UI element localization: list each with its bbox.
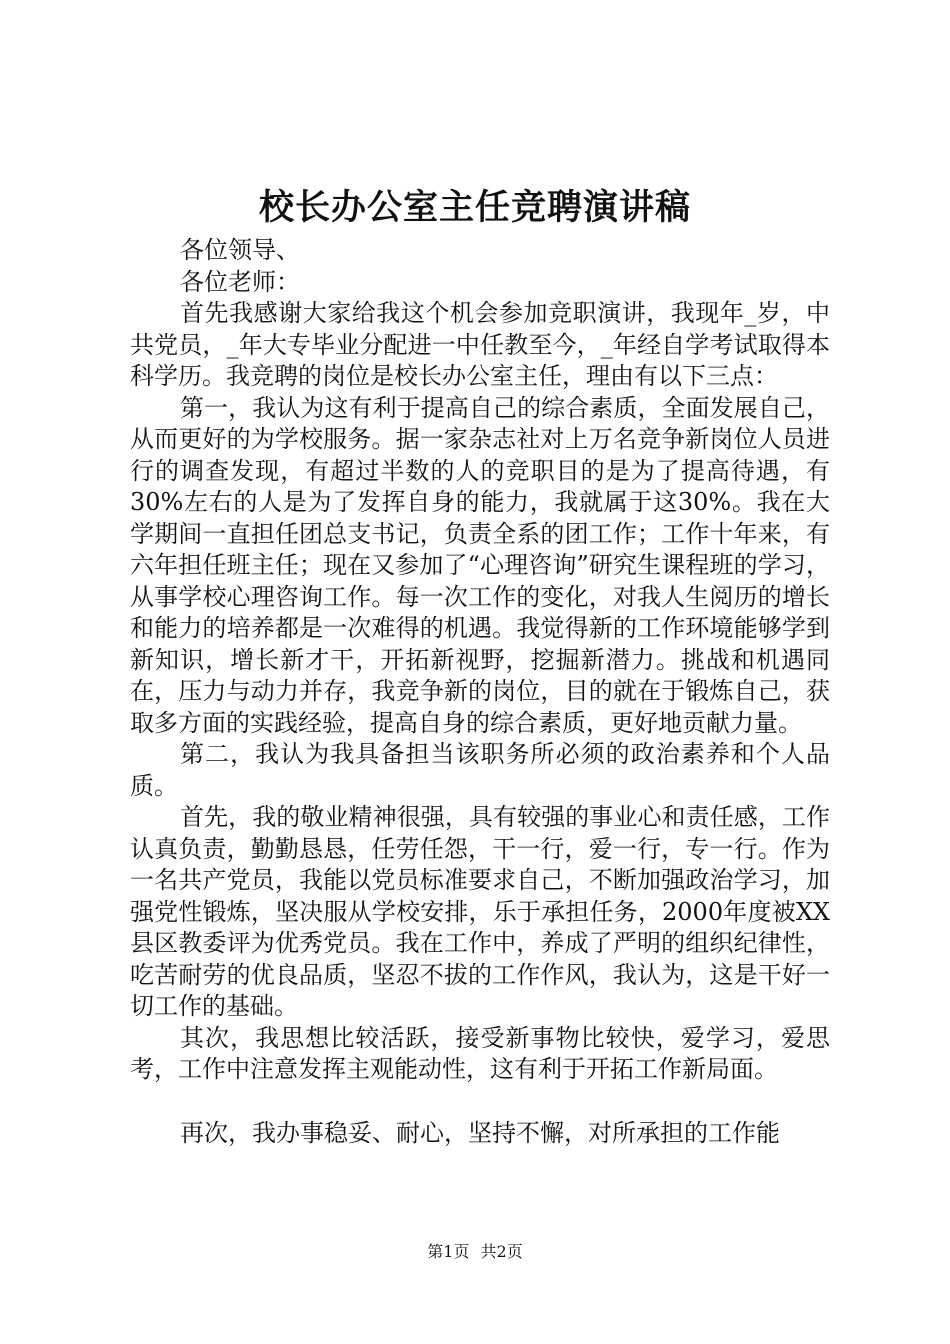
document-title: 校长办公室主任竞聘演讲稿 (258, 187, 691, 228)
paragraph-intro: 首先我感谢大家给我这个机会参加竞职演讲，我现年_岁，中共党员，_年大专毕业分配进一中任教至今，_年经自学考试取得本科学历。我竞聘的岗位是校长办公室主任，理由有以下三点： (130, 299, 830, 390)
salutation-teachers: 各位老师： (180, 267, 300, 296)
page-footer (0, 1240, 950, 1264)
paragraph-steady-work: 再次，我办事稳妥、耐心，坚持不懈，对所承担的工作能 (180, 1118, 780, 1147)
page-total: 共2页 (480, 1242, 523, 1261)
paragraph-second-reason: 第二，我认为我具备担当该职务所必须的政治素养和个人品质。 (130, 740, 830, 800)
paragraph-first-reason: 第一，我认为这有利于提高自己的综合素质，全面发展自己，从而更好的为学校服务。据一家杂志社对上万名竞争新岗位人员进行的调查发现，有超过半数的人的竞职目的是为了提高待遇，有30%左右的人是为了发挥自身的能力，我就属于这30%。我在大学期间一直担任团总支书记，负责全系的团工作；工作十年来，有六年担任班主任；现在又参加了“心理咨询”研究生课程班的学习，从事学校心理咨询工作。每一次工作的变化，对我人生阅历的增长和能力的培养都是一次难得的机遇。我觉得新的工作环境能够学到新知识，增长新才干，开拓新视野，挖掘新潜力。挑战和机遇同在，压力与动力并存，我竞争新的岗位，目的就在于锻炼自己，获取多方面的实践经验，提高自身的综合素质，更好地贡献力量。 (130, 393, 830, 737)
page-number: 第1页 (427, 1242, 470, 1261)
document-body (130, 235, 830, 1149)
salutation-leaders: 各位领导、 (180, 236, 300, 264)
paragraph-spacer (130, 1086, 830, 1118)
paragraph-dedication: 首先，我的敬业精神很强，具有较强的事业心和责任感，工作认真负责，勤勤恳恳，任劳任怨，干一行，爱一行，专一行。作为一名共产党员，我能以党员标准要求自己，不断加强政治学习，加强党性锻炼，坚决服从学校安排，乐于承担任务，2000年度被XX县区教委评为优秀党员。我在工作中，养成了严明的组织纪律性，吃苦耐劳的优良品质，坚忍不拔的工作作风，我认为，这是干好一切工作的基础。 (130, 803, 830, 1020)
paragraph-active-thinking: 其次，我思想比较活跃，接受新事物比较快，爱学习，爱思考，工作中注意发挥主观能动性，这有利于开拓工作新局面。 (130, 1023, 830, 1083)
